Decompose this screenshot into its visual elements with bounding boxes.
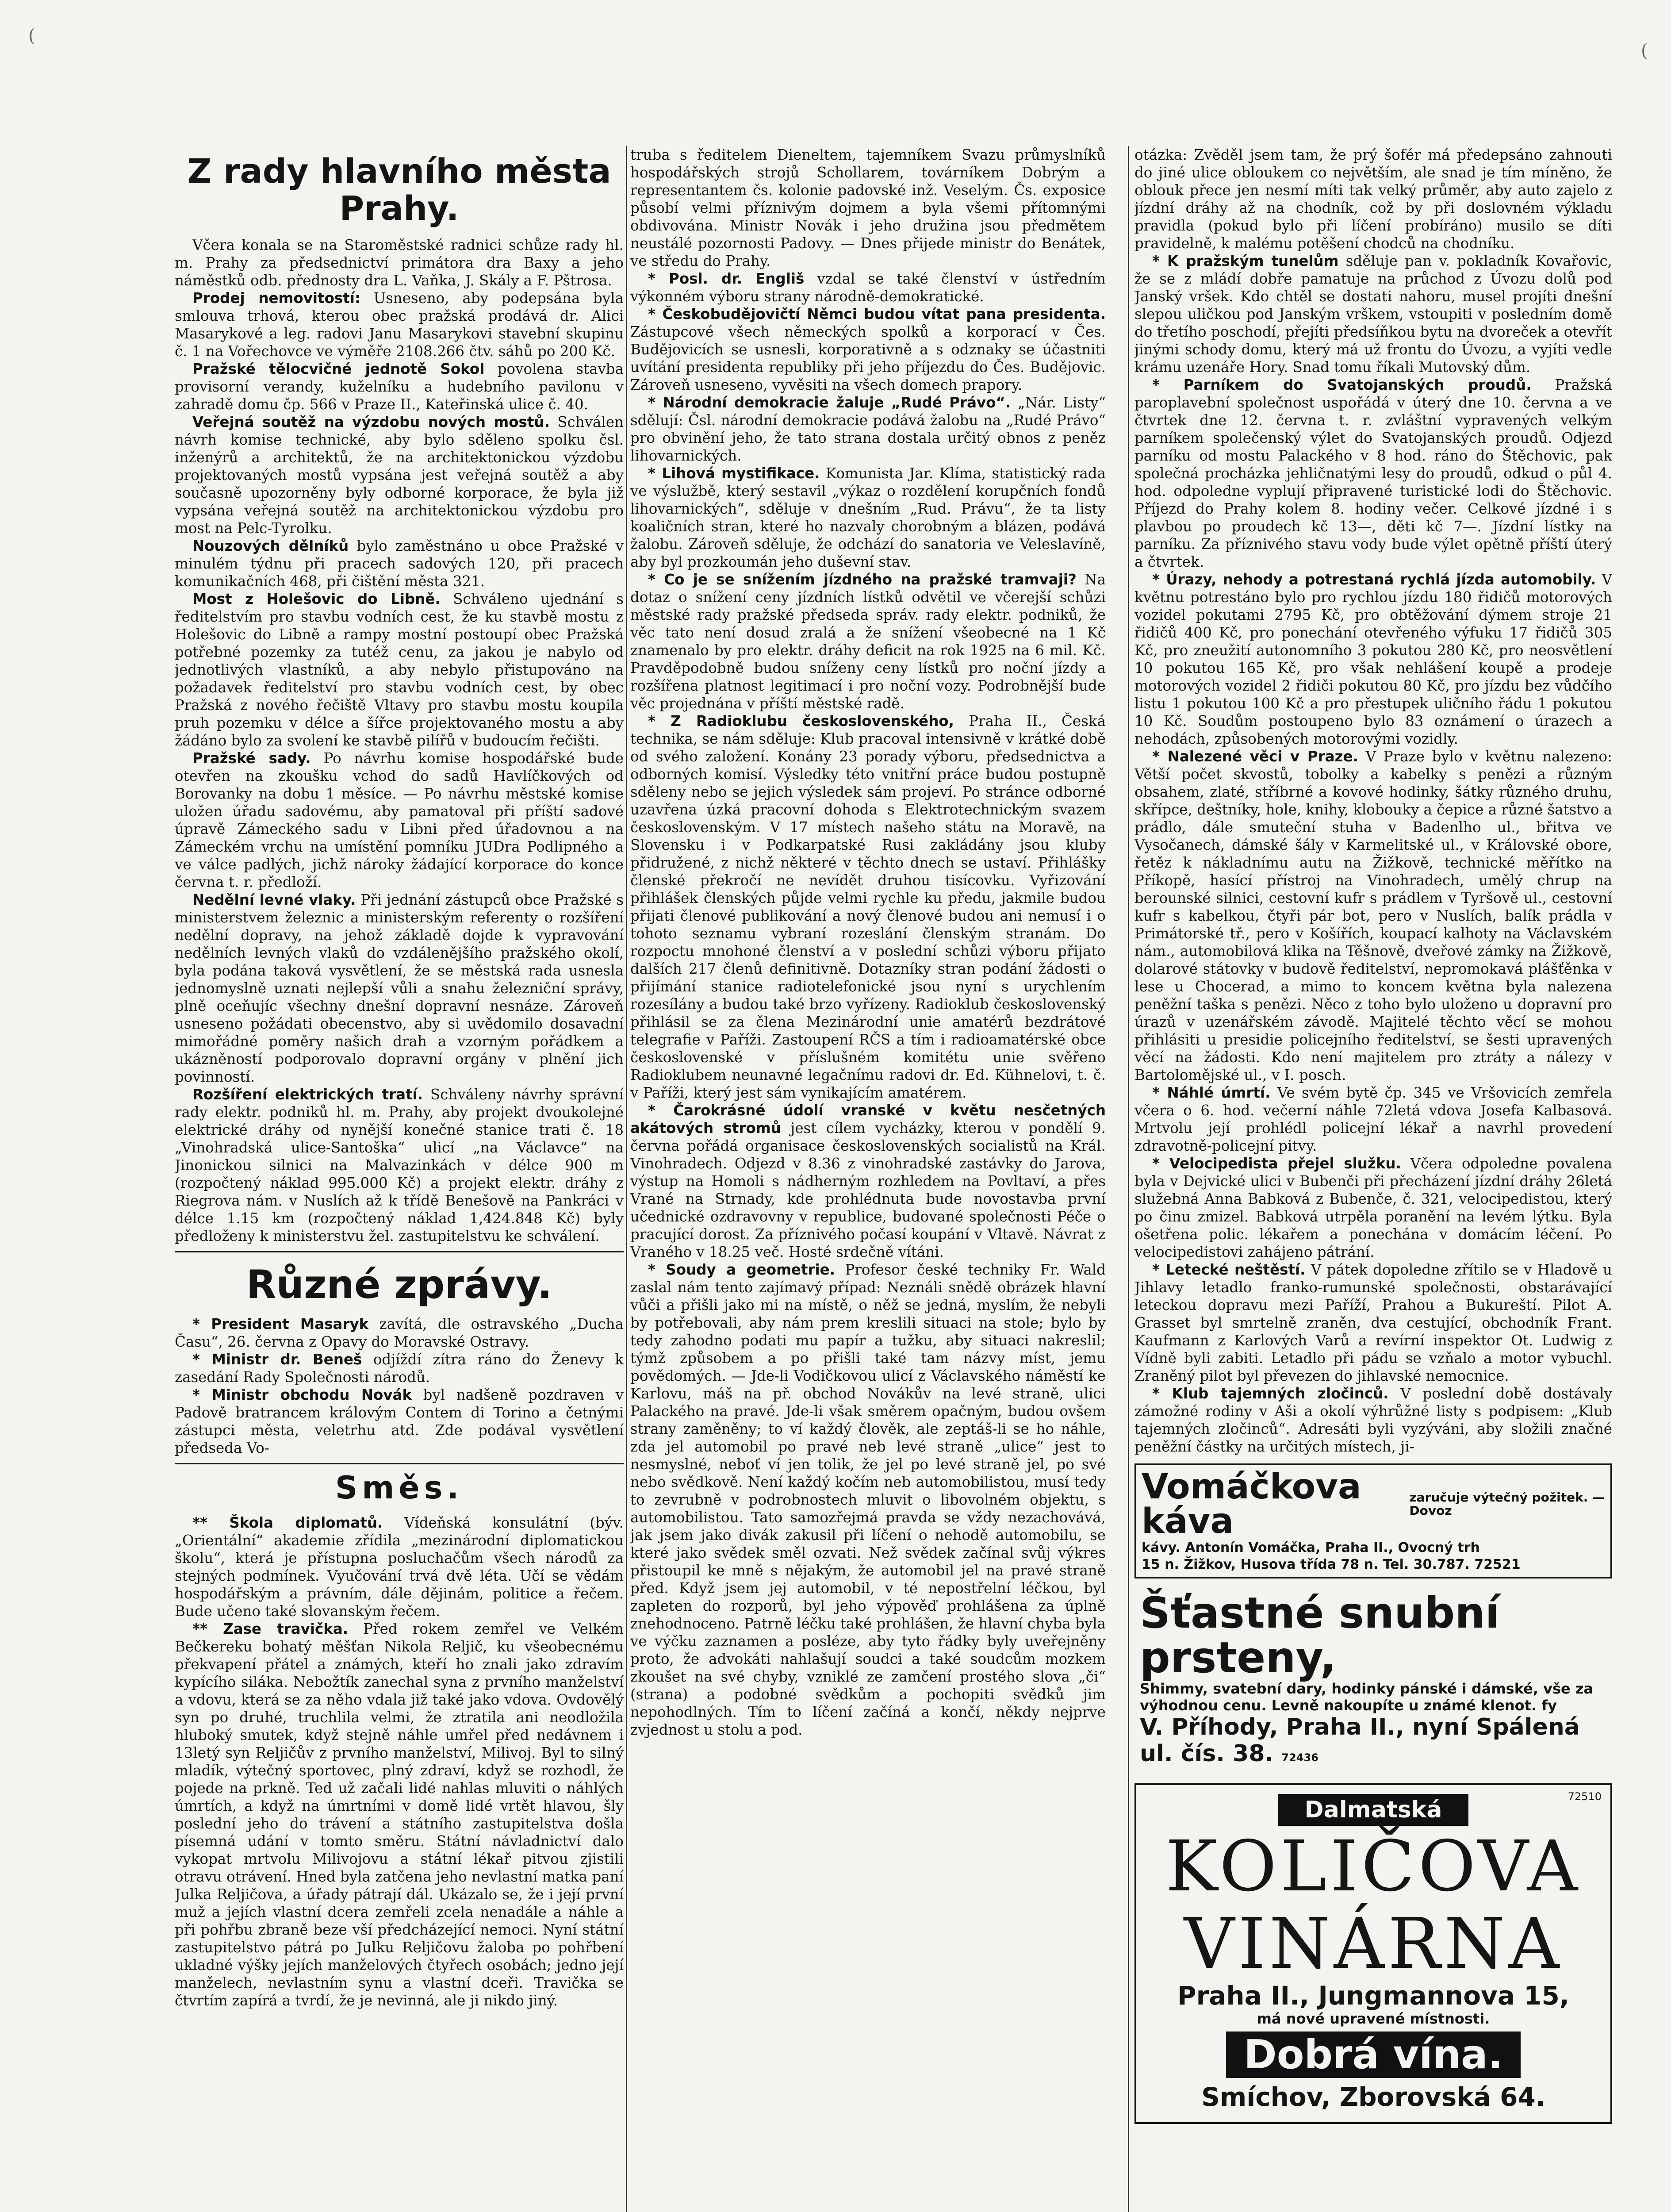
article-paragraph: otázka: Zvěděl jsem tam, že prý šofér má předepsáno zahnouti do jiné ulice obloukem co největším, ale snad je tím míněno, že oblouk přece jen nesmí míti tak velký průměr, aby auto zajelo z jízdní dráhy až na chodník, což by při doslovném výkladu pravidla (pokud bylo při líčení probíráno) musilo se díti pravidelně, k malému potěšení chodců na chodníku. bbox=[1134, 146, 1612, 252]
news-item: * Velocipedista přejel služku. Včera odpoledne povalena byla v Dejvické ulici v Bubenči při přecházení jízdní dráhy 26letá služebná Anna Babková z Bubenče, č. 321, velocipedistou, který po činu zmizel. Babková utrpěla poranění na levém lýtku. Byla ošetřena polic. lékařem a ponechána v domácím léčení. Po velocipedistovi zahájeno pátrání. bbox=[1134, 1155, 1612, 1260]
news-item: * Národní demokracie žaluje „Rudé Právo“. „Nár. Listy“ sdělují: Čsl. národní demokracie podává žalobu na „Rudé Právo“ pro obvinění jeho, že tato strana dostala určitý obnos z peněz lihovarnických. bbox=[630, 394, 1106, 464]
ad-wine-slogan: Dobrá vína. bbox=[1226, 2032, 1521, 2078]
ad-coffee-address: 15 n. Žižkov, Husova třída 78 n. Tel. 30.787. 72521 bbox=[1142, 1557, 1521, 1572]
article-paragraph: Nouzových dělníků bylo zaměstnáno u obce Pražské v minulém týdnu při pracech sadových 120, při pracech komunikačních 468, při čištění města 321. bbox=[175, 538, 624, 590]
news-item: * Co je se snížením jízdného na pražské tramvaji? Na dotaz o snížení ceny jízdních lístků odvětil ve včerejší schůzi městské rady pražské předseda správ. rady elektr. podniků, že věc tato není dosud zralá a že snížení všeobecné na 1 Kč znamenalo by pro elektr. dráhy deficit na rok 1925 na 6 mil. Kč. Pravděpodobně budou sníženy ceny lístků pro noční jízdy a rozšířena platnost legitimací i pro noční vozy. Podrobnější bude věc projednána v příští městské radě. bbox=[630, 571, 1106, 712]
news-item: * Ministr dr. Beneš odjíždí zítra ráno do Ženevy k zasedání Rady Společnosti národů. bbox=[175, 1351, 624, 1386]
advertisement-rings bbox=[1134, 1586, 1612, 1775]
ad-rings-shop: V. Příhody, Praha II., nyní Spálená ul. čís. 38. 72436 bbox=[1140, 1713, 1580, 1767]
column-rule bbox=[1128, 146, 1129, 2212]
column-3 bbox=[1134, 146, 1612, 2212]
ad-rings-headline: Šťastné snubní prsteny, bbox=[1140, 1588, 1500, 1682]
article-paragraph: Pražské tělocvičné jednotě Sokol povolena stavba provisorní verandy, kuželníku a hudebního pavilonu v zahradě domu čp. 566 v Praze II., Kateřinská ulice č. 40. bbox=[175, 361, 624, 413]
news-item: * Parníkem do Svatojanských proudů. Pražská paroplavební společnost uspořádá v úterý dne 10. června a ve čtvrtek dne 12. června t. r. zvláštní vypravených velkým parníkem společenský výlet do Svatojanských proudů. Odjezd parníku od mostu Palackého v 8 hod. ráno do Štěchovic, pak společná procházka jehličnatými lesy do proudů, odkud o půl 4. hod. odpoledne vyplují připravené turistické lodi do Štěchovic. Příjezd do Prahy kolem 8. hodiny večer. Celkové jízdné i s plavbou po proudech kč 13—, děti kč 7—. Jízdní lístky na parníku. Za příznivého stavu vody bude výlet opětně příští úterý a čtvrtek. bbox=[1134, 376, 1612, 570]
article-paragraph: Nedělní levné vlaky. Při jednání zástupců obce Pražské s ministerstvem železnic a ministerským referenty o rozšíření nedělní dopravy, na jehož základě dojde k vypravování nedělních levných vlaků do vzdálenějšího pražského okolí, byla podána taková vysvětlení, že se městská rada usnesla jednomyslně uznati nejlepší vůli a snahu železniční správy, plně oceňujíc všechny dnešní dopravní nesnáze. Zároveň usneseno požádati obecenstvo, aby si uvědomilo dosavadní mimořádné poměry našich drah a vzorným pořádkem a ukázněností podporovalo dopravní orgány v plnění jich povinností. bbox=[175, 891, 624, 1086]
news-item: * Lihová mystifikace. Komunista Jar. Klíma, statistický rada ve výslužbě, který sestavil „výkaz o rozdělení korupčních fondů lihovarnických“, sděluje v dnešním „Rud. Právu“, že ta listy koaličních stran, které ho nazvaly chorobným a blázen, podává žalobu. Zároveň sděluje, že odchází do sanatoria ve Veleslavíně, aby byl prozkoumán jeho duševní stav. bbox=[630, 465, 1106, 570]
news-item: * K pražským tunelům sděluje pan v. pokladník Kovařovic, že se z mládí dobře pamatuje na průchod z Úvozu dolů pod Janský vršek. Kdo chtěl se dostati nahoru, musel projíti dnešní slepou uličkou pod Janským vrškem, vstoupiti v posledním domě do třetího poschodí, přejíti předsíňkou bytu na dvoreček a otevřít jinými schody domu, který má už frontu do Úvozu, a vyjíti vedle krámu uzenáře Hory. Snad tomu říkali Mutovský dům. bbox=[1134, 253, 1612, 376]
section-heading-news: Různé zprávy. bbox=[246, 1262, 552, 1308]
ad-wine-name: VINÁRNA bbox=[1184, 1903, 1563, 1985]
article-paragraph: Pražské sady. Po návrhu komise hospodářské bude otevřen na zkoušku vchod do sadů Havlíčkových od Borovanky na dobu 1 měsíce. — Po návrhu městské komise uložen úřadu sadovému, aby pamatoval při příští sadové úpravě Zámeckého sadu v Libni před úřadovnou a na Zámeckém vrchu na umístění pomníku JUDra Podlipného a ve válce padlých, jichž nároky žádající korporace do konce června t. r. předloží. bbox=[175, 750, 624, 891]
scan-mark-left: ( bbox=[28, 26, 35, 46]
ad-rings-text: Shimmy, svatební dary, hodinky pánské i dámské, vše za výhodnou cenu. Levně nakoupíte u známé klenot. fy bbox=[1140, 1680, 1594, 1714]
ad-wine-name: KOLIČOVA bbox=[1165, 1825, 1581, 1907]
column-rule bbox=[626, 146, 627, 2212]
news-item: * Klub tajemných zločinců. V poslední době dostávaly zámožné rodiny v Aši a okolí výhrůžné listy s podpisem: „Klub tajemných zločinců“. Adresáti byli vyzýváni, aby složili značné peněžní částky na určitých místech, ji- bbox=[1134, 1385, 1612, 1455]
ad-coffee-tagline: zaručuje výtečný požitek. — Dovoz bbox=[1409, 1490, 1605, 1518]
news-item: * Letecké neštěstí. V pátek dopoledne zřítilo se v Hladově u Jihlavy letadlo franko-rumunské společnosti, obstarávající leteckou dopravu mezi Paříží, Prahou a Bukureští. Pilot A. Grasset byl smrtelně zraněn, dva cestující, obchodník Frant. Kaufmann z Karlových Varů a revírní inspektor Ot. Ludwig z Vídně byli zabiti. Letadlo při pádu se vzňalo a motor vybuchl. Zraněný pilot byl převezen do jihlavské nemocnice. bbox=[1134, 1261, 1612, 1384]
scan-mark-right: ( bbox=[1641, 41, 1648, 61]
advertisement-wine-bar bbox=[1134, 1783, 1612, 2124]
ad-wine-address: Smíchov, Zborovská 64. bbox=[1201, 2082, 1545, 2112]
news-item: * Českobudějovičtí Němci budou vítat pana presidenta. Zástupcové všech německých spolků a korporací v Čes. Budějovicích se usnesli, korporativně a s odznaky se účastniti uvítání presidenta republiky při jeho příjezdu do Čes. Budějovic. Zároveň usneseno, vyvěsiti na všech domech prapory. bbox=[630, 306, 1106, 393]
news-item: * Nalezené věci v Praze. V Praze bylo v květnu nalezeno: Větší počet skvostů, tobolky a kabelky s penězi a různým obsahem, zlaté, stříbrné a kovové hodinky, šátky různého druhu, skřípce, deštníky, hole, knihy, klobouky a čepice a různé šatstvo a prádlo, dále smuteční stuha v Badenlho ul., břitva ve Vysočanech, dámské šály v Karmelitské ul., v Královské obore, řetěz k nákladnímu autu na Žižkově, technické měřítko na Příkopě, hasící přístroj na Vinohradech, umělý chrup na berounské silnici, cestovní kufr s prádlem v Tyršově ul., cestovní kufr s kabelkou, čtyři pár bot, pero v Nuslích, balík prádla v Primátorské tř., pero v Košířích, koupací kalhoty na Václavském nám., automobilová klika na Těšnově, dveřové zámky na Žižkově, dolarové státovky v budově ředitelství, nepromokavá plášťěnka v lese u Chocerad, a mimo to koncem května byla nalezena peněžní taška s penězi. Něco z toho bylo uloženo u dopravní pro úrazů v uzenářském závodě. Majitelé těchto věcí se mohou přihlásiti u presidie policejního ředitelství, se šesti upravených věcí na žádosti. Kdo není majitelem pro ztráty a nálezy v Bartolomějské ul., v I. posch. bbox=[1134, 748, 1612, 1083]
article-paragraph: Prodej nemovitostí: Usneseno, aby podepsána byla smlouva trhová, kterou obec pražská prodává dr. Alici Masarykové a leg. radovi Janu Masarykovi stavební skupinu č. 1 na Vořechovce ve výměře 2108.266 čtv. sáhů po 200 Kč. bbox=[175, 290, 624, 360]
headline-prague-council: Z rady hlavního města Prahy. bbox=[187, 151, 611, 228]
news-item: * Z Radioklubu československého, Praha II., Česká technika, se nám sděluje: Klub pracoval intensivně v krátké době od svého založení. Konány 23 porady výboru, předsednictva a odborných komisí. Výsledky této vnitřní práce budou postupně sděleny nebo se jejich výsledek sám projeví. Po stránce odborné uzavřena úzká pracovní dohoda s Elektrotechnickým svazem československým. V 17 místech našeho státu na Moravě, na Slovensku i v Podkarpatské Rusi zakládány jsou kluby přidružené, z nichž některé v těchto dnech se ustaví. Přihlášky členské překročí ne nevídět druhou tisícovku. Vyřizování přihlášek členských půjde velmi rychle ku předu, jakmile budou přijati členové publikování a nový členové budou ani nemusí i o tohoto seznamu vybraní rozeslání členským stranám. Do rozpoctu mnohoné členství a v poslední schůzi výboru přijato dalších 217 členů definitivně. Dotazníky stran podání žádosti o přijímání stanice radiotelefonické jsou nyní s urychlením rozesílány a budou také brzo vyřízeny. Radioklub československý přihlásil se za člena Mezinárodní unie amatérů bezdrátové telegrafie v Paříži. Zastoupení RČS a tím i radioamatérské obce československé v příslušném komitétu unie svěřeno Radioklubem neunavné legačnímu radovi dr. Ed. Kühnelovi, t. č. v Paříži, který jest sám vynikajícím amatérem. bbox=[630, 713, 1106, 1101]
section-divider bbox=[175, 1463, 624, 1464]
section-heading-misc: Směs. bbox=[335, 1469, 464, 1506]
article-paragraph: Most z Holešovic do Libně. Schváleno ujednání s ředitelstvím pro stavbu vodních cest, že ku stavbě mostu z Holešovic do Libně a rampy mostní postoupí obec Pražská potřebné pozemky za tutéž cenu, za jakou je nabylo od jednotlivých vlastníků, a aby nebylo přistupováno na požadavek ředitelství pro stavbu vodních cest, by obec Pražská z nového řečiště Vltavy pro stavbu mostu koupila pruh pozemku v délce a šířce projektovaného mostu a aby žádáno bylo za svolení ke stavbě pilířů v budoucím řečišti. bbox=[175, 591, 624, 749]
ad-wine-note: má nové upravené místnosti. bbox=[1257, 2010, 1490, 2028]
ad-coffee-name: Vomáčkova káva bbox=[1142, 1467, 1361, 1541]
misc-item: ** Škola diplomatů. Vídeňská konsulátní (býv. „Orientální“ akademie zřídila „mezinárodní diplomatickou školu“, která je přístupna posluchačům všech národů za stejných podmínek. Vyučování trvá dvě léta. Učí se vědám hospodářským a právním, dále dějinám, politice a řečem. Bude učeno také slovanským řečem. bbox=[175, 1514, 624, 1620]
ad-wine-code: 72510 bbox=[1568, 1790, 1602, 1803]
news-item: * Ministr obchodu Novák byl nadšeně pozdraven v Padově bratrancem královým Contem di Torino a četnými zástupci města, veletrhu atd. Zde podával vysvětlení předseda Vo- bbox=[175, 1386, 624, 1456]
column-2 bbox=[630, 146, 1106, 2212]
ad-coffee-address: kávy. Antonín Vomáčka, Praha II., Ovocný trh bbox=[1142, 1540, 1480, 1555]
misc-item: ** Zase travička. Před rokem zemřel ve Velkém Bečkereku bohatý měšťan Nikola Reljič, ku všeobecnému překvapení přátel a známých, kteří ho znali jako zdravím kypícího siláka. Nebožtík zanechal syna z prvního manželství a vdovu, která se za něho vdala již také jako vdova. Ovdovělý syn po druhé, truchlila velmi, že ztratila ani neodložila hluboký smutek, když stejně náhle umřel před nedávnem i 13letý syn Reljičův z prvního manželství, Milivoj. Byl to silný mladík, výtečný sportovec, plný zdraví, když se rozhodl, že pojede na prkně. Ted už začali lidé nahlas mluviti o náhlých úmrtích, a když na úmrtními v domě lidé vrtět hlavou, šly poslední jeho do trávení a státního zastupitelstva došla písemná udání v tomto směru. Státní návladnictví dalo vykopat mrtvolu Milivojovu a státní lékař pitvou zjistili otravu otrávení. Hned byla zatčena jeho nevlastní matka paní Julka Reljičova, a úřady pátrají dál. Ukázalo se, že i její první muž a jejích vlastní dcera zemřeli zcela nenadále a náhle a při pohřbu zbraně beze vší předcházející nemoci. Nyní státní zastupitelstvo pátrá po Julku Reljičovu žaloba po pohřbení ukladné výšky jejích manželových čtyřech osobách; jedno její manželech, nevlastním synu a vlastní dceři. Travička se čtvrtím zapírá a tvrdí, že je nevinná, ale ji nikdo jiný. bbox=[175, 1620, 624, 2009]
news-item: * Úrazy, nehody a potrestaná rychlá jízda automobily. V květnu potrestáno bylo pro rychlou jízdu 180 řidičů motorových vozidel pokutami 2795 Kč, pro obtěžování dýmem stroje 21 řidičů 400 Kč, pro ponechání otevřeného výfuku 17 řidičů 305 Kč, pro zneužití autonomního 3 pokutou 280 Kč, pro neosvětlení 10 pokutou 165 Kč, pro však nehlášení koupě a prodeje motorových vozidel 2 řidiči pokutou 80 Kč, pro jízdu bez vůdčího listu 1 pokutou 100 Kč a pro přestupek uličního řádu 1 pokutou 10 Kč. Soudům postoupeno bylo 83 oznámení o úrazech a nehodách, způsobených motorovými vozidly. bbox=[1134, 571, 1612, 747]
article-paragraph: Včera konala se na Staroměstské radnici schůze rady hl. m. Prahy za předsednictví primátora dra Baxy a jeho náměstků odb. přednosty dra L. Vaňka, J. Skály a F. Pštrosa. bbox=[175, 237, 624, 289]
news-item: * Posl. dr. Engliš vzdal se také členství v ústředním výkonném výboru strany národně-demokratické. bbox=[630, 270, 1106, 305]
ad-wine-label: Dalmatská bbox=[1278, 1794, 1469, 1826]
advertisement-coffee bbox=[1134, 1463, 1612, 1578]
article-paragraph: truba s ředitelem Dieneltem, tajemníkem Svazu průmyslníků hospodářských strojů Schollarem, továrníkem Dobrým a representantem čs. kolonie padovské inž. Veselým. Čs. exposice působí velmi příznivým dojmem a byla všemi přítomnými obdivována. Ministr Novák i jeho družina jsou předmětem neustálé pozornosti Padovy. — Dnes přijede ministr do Benátek, ve středu do Prahy. bbox=[630, 146, 1106, 269]
news-item: * President Masaryk zavítá, dle ostravského „Ducha Času“, 26. června z Opavy do Moravské Ostravy. bbox=[175, 1315, 624, 1350]
ad-wine-address: Praha II., Jungmannova 15, bbox=[1177, 1981, 1569, 2011]
section-divider bbox=[175, 1251, 624, 1252]
news-item: * Čarokrásné údolí vranské v květu nesčetných akátových stromů jest cílem vycházky, kterou v pondělí 9. června pořádá organisace československých socialistů na Král. Vinohradech. Odjezd v 8.36 z vinohradské zastávky do Jarova, výstup na Homoli s nádherným rozhledem na Povltaví, a přes Vrané na Strnady, kde prohlédnuta bude novostavba první učednické ozdravovny v republice, budované společnosti Péče o pracující dorost. Za příznivého počasí koupání v Vltavě. Návrat z Vraného v 18.25 več. Hosté srdečně vítáni. bbox=[630, 1102, 1106, 1260]
article-paragraph: Rozšíření elektrických tratí. Schváleny návrhy správní rady elektr. podniků hl. m. Prahy, aby projekt dvoukolejné elektrické dráhy od nynější konečné stanice trati č. 18 „Vinohradská ulice-Santoška“ ulicí „na Václavce“ na Jinonickou silnici na Malvazinkách v délce 900 m (rozpočtený náklad 995.000 Kč) a projekt elektr. dráhy z Riegrova nám. v Nuslích až k třídě Benešově na Pankráci v délce 1.15 km (rozpočtený náklad 1,424.848 Kč) byly předloženy k ministerstvu žel. zastupitelstvu ke schválení. bbox=[175, 1086, 624, 1245]
news-item: * Soudy a geometrie. Profesor české techniky Fr. Wald zaslal nám tento zajímavý případ: Neználi snědě obrázek hlavní vůči a přišli jako mi na místě, o něž se jedná, myslím, že nebyli by potřebovali, aby nám prem kreslili situaci na stole; bylo by tedy zahodno podati mu papír a tužku, aby situaci nakreslil; týmž způsobem a po přišli také tam názvy míst, jemu povědomých. — Jde-li Vodičkovou ulicí z Václavského náměstí ke Karlovu, máš na př. obchod Novákův na levé straně, ulici Palackého na pravé. Jde-li však směrem opačným, budou ovšem strany zaměněny; to ví každý člověk, ale zeptáš-li se ho náhle, zda jel automobil po pravé neb levé straně „ulice“ jest to nesmyslné, neboť ví jen tolik, že jel po levé straně jel, po své nebo svědkově. Není každý kočím neb automobilistou, musí tedy to zevrubně v podrobnostech mluvit o libovolném objektu, s automobilistou. Tato samozřejmá pravda se vždy nezachovává, jak jsem jako divák zakusil při líčení o nehodě automobilu, se které jako svědek směl ozvati. Než svědek začínal svůj výkres přistoupil ke mně s nějakým, že automobil jel na pravé straně před. Když jsem jej automobil, v té nepostřelní léčkou, byl zapleten do rozporů, byl jeho výpověď prohlášena za úplně znehodnoceno. Patrně léčku také prohlášen, že hlavní chyba byla ve výčku zaznamen a posléze, aby tyto řádky byly uveřejněny proto, že advokáti nahlašují soudci a také soudcům mozkem zkoušet na své chyby, vzniklé ze zamčení prostého slova „či“ (strana) a podobné svědkům a pochopiti svědků jim nepohodlných. Tím to líčení začíná a končí, někdy nejprve zvjednost u stolu a pod. bbox=[630, 1261, 1106, 1738]
column-1 bbox=[175, 146, 624, 2212]
news-item: * Náhlé úmrtí. Ve svém bytě čp. 345 ve Vršovicích zemřela včera o 6. hod. večerní náhle 72letá vdova Josefa Kalbasová. Mrtvolu její prohlédl policejní lékař a navrhl provedení zdravotně-policejní pitvy. bbox=[1134, 1084, 1612, 1154]
article-paragraph: Veřejná soutěž na výzdobu nových mostů. Schválen návrh komise technické, aby bylo sděleno spolku čsl. inženýrů a architektů, že na architektonickou výzdobu projektovaných mostů vypsána jest veřejná soutěž a aby současně upozorněny byly odborné korporace, že byla již vypsána veřejná soutěž na architektonickou výzdobu pro most na Pelc-Tyrolku. bbox=[175, 414, 624, 537]
